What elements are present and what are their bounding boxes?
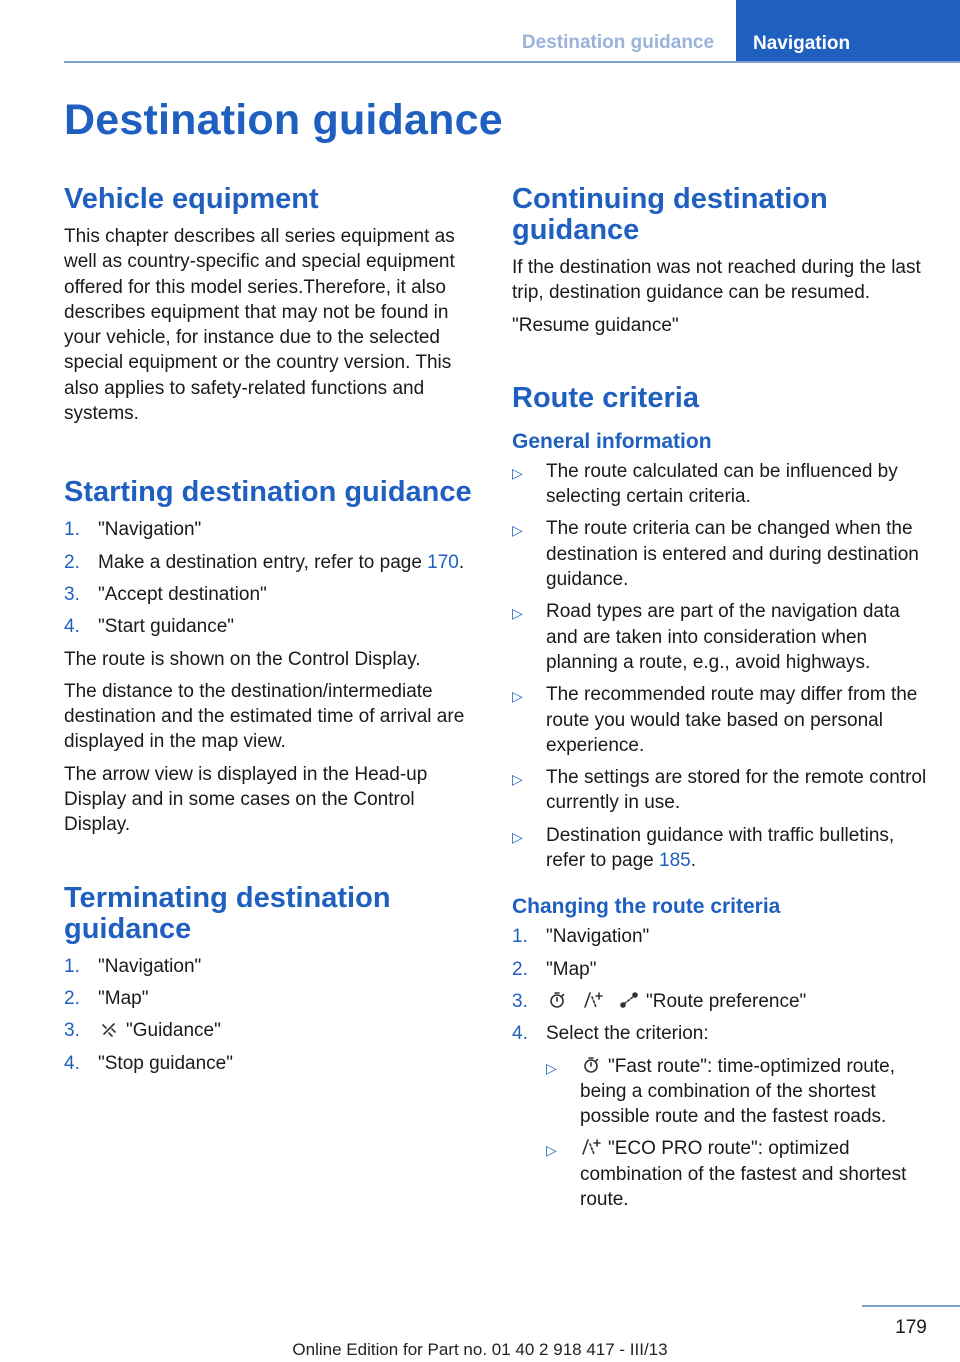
step-text: "Accept destination"	[98, 583, 267, 605]
list-item	[512, 1021, 932, 1219]
page-header	[0, 0, 960, 64]
list-item	[546, 1136, 932, 1212]
step-text-main: Select the criterion:	[546, 1023, 709, 1045]
resume-guidance-item: "Resume guidance"	[512, 314, 679, 336]
list-item	[64, 1051, 479, 1076]
list-item	[512, 459, 932, 510]
triangle-bullet-icon: ▷	[546, 1142, 557, 1159]
list-item	[512, 765, 932, 816]
list-item	[512, 989, 932, 1014]
list-item	[64, 517, 479, 542]
guidance-icon	[98, 1020, 120, 1038]
step-number: 1.	[64, 955, 80, 977]
eco-route-icon	[582, 991, 604, 1009]
heading-vehicle-equipment: Vehicle equipment	[64, 183, 319, 215]
edition-footer: Online Edition for Part no. 01 40 2 918 417 - III/13	[292, 1340, 668, 1359]
step-text-main: "Route preference"	[646, 990, 807, 1012]
option-text: "ECO PRO route": optimized combination of the fastest and shortest route.	[580, 1138, 907, 1211]
changing-steps	[512, 924, 932, 1219]
step-text-main: Make a destination entry, refer to page	[98, 551, 428, 573]
right-column	[512, 184, 932, 1226]
triangle-bullet-icon: ▷	[512, 464, 523, 481]
list-item	[64, 614, 479, 639]
starting-steps	[64, 517, 479, 639]
starting-paragraph: The route is shown on the Control Display.	[64, 648, 421, 670]
list-item	[64, 550, 479, 575]
list-item	[512, 823, 932, 874]
step-text	[98, 1018, 479, 1043]
step-number: 3.	[64, 583, 80, 605]
step-text-after: .	[458, 551, 465, 573]
step-text: "Map"	[546, 958, 597, 980]
heading-continuing-guidance: Continuing destination guidance	[512, 183, 828, 246]
bullet-text: The settings are stored for the remote control currently in use.	[546, 767, 927, 814]
bullet-text	[580, 1136, 932, 1212]
page-number: 179	[895, 1317, 927, 1338]
step-text	[546, 989, 932, 1014]
heading-general-information: General information	[512, 429, 712, 453]
eco-route-icon	[580, 1138, 602, 1156]
triangle-bullet-icon: ▷	[512, 522, 523, 539]
general-bullets	[512, 459, 932, 873]
list-item	[512, 957, 932, 982]
list-item	[512, 682, 932, 758]
list-item	[64, 582, 479, 607]
header-chapter-tab[interactable]: Navigation	[736, 0, 960, 63]
triangle-bullet-icon: ▷	[512, 605, 523, 622]
bullet-text: The route criteria can be changed when the destination is entered and during destination guidance.	[546, 518, 919, 591]
triangle-bullet-icon: ▷	[512, 828, 523, 845]
continuing-body: If the destination was not reached during the last trip, destination guidance can be resumed.	[512, 257, 921, 304]
option-text: "Fast route": time-optimized route, being a combination of the shortest possible route and the fastest roads.	[580, 1055, 895, 1128]
page-link[interactable]: 185	[659, 850, 691, 872]
bullet-text	[546, 823, 932, 874]
bullet-text	[580, 1054, 932, 1130]
bullet-text-after: .	[690, 850, 697, 872]
heading-changing-route-criteria: Changing the route criteria	[512, 895, 781, 919]
list-item	[64, 986, 479, 1011]
left-column	[64, 184, 479, 1083]
step-number: 3.	[64, 1020, 80, 1042]
page-title: Destination guidance	[64, 96, 503, 144]
stopwatch-icon	[546, 991, 568, 1009]
short-route-icon	[618, 991, 640, 1009]
list-item	[546, 1054, 932, 1130]
step-number: 2.	[64, 551, 80, 573]
step-text: "Stop guidance"	[98, 1052, 233, 1074]
step-number: 4.	[64, 616, 80, 638]
step-text: "Navigation"	[98, 519, 202, 541]
header-rule	[64, 61, 960, 63]
triangle-bullet-icon: ▷	[512, 771, 523, 788]
bullet-text: The route calculated can be influenced by selecting certain criteria.	[546, 460, 898, 508]
step-number: 1.	[64, 519, 80, 541]
list-item	[64, 954, 479, 979]
step-text: "Navigation"	[98, 955, 202, 977]
step-number: 1.	[512, 926, 528, 948]
heading-starting-guidance: Starting destination guidance	[64, 476, 472, 509]
bullet-text-main: Destination guidance with traffic bulletins, refer to page	[546, 824, 895, 872]
page-link[interactable]: 170	[427, 551, 459, 573]
step-text: "Navigation"	[546, 926, 650, 948]
heading-terminating-guidance: Terminating destination guidance	[64, 881, 391, 945]
vehicle-equipment-body: This chapter describes all series equipment as well as country-specific and special equipment offered for this model series.Therefore, it also describes equipment that may not be found in your vehicle, for instance due to the selected special equipment or the country version. This also applies to safety-related functions and systems.	[64, 226, 455, 425]
starting-paragraph: The arrow view is displayed in the Head-up Display and in some cases on the Control Display.	[64, 763, 428, 836]
criterion-options	[546, 1054, 932, 1213]
list-item	[512, 924, 932, 949]
step-text: "Map"	[98, 987, 149, 1009]
header-section-tab[interactable]: Destination guidance	[521, 31, 715, 53]
starting-paragraph: The distance to the destination/intermediate destination and the estimated time of arrival are displayed in the map view.	[64, 680, 465, 753]
list-item	[512, 516, 932, 592]
step-text-main: "Guidance"	[126, 1020, 221, 1042]
step-number: 4.	[64, 1052, 80, 1074]
step-number: 3.	[512, 990, 528, 1012]
terminating-steps	[64, 954, 479, 1076]
bullet-text: Road types are part of the navigation data and are taken into consideration when planning a route, e.g., avoid highways.	[546, 601, 900, 673]
step-number: 4.	[512, 1023, 528, 1045]
step-number: 2.	[512, 958, 528, 980]
heading-route-criteria: Route criteria	[512, 381, 699, 414]
step-text: "Start guidance"	[98, 616, 235, 638]
step-text	[546, 1021, 932, 1219]
list-item	[64, 1018, 479, 1043]
step-number: 2.	[64, 987, 80, 1009]
step-text	[98, 550, 479, 575]
footer-rule	[862, 1305, 960, 1307]
bullet-text: The recommended route may differ from the route you would take based on personal experience.	[546, 684, 918, 756]
stopwatch-icon	[580, 1056, 602, 1074]
triangle-bullet-icon: ▷	[512, 688, 523, 705]
list-item	[512, 599, 932, 675]
triangle-bullet-icon: ▷	[546, 1059, 557, 1076]
